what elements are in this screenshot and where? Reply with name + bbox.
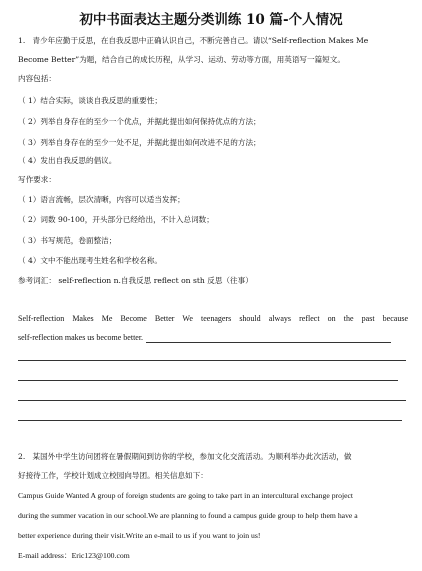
answer-line [18, 380, 398, 381]
q1-content-item: （ 3）列举自身存在的至少一处不足，并据此提出如何改进不足的方法； [18, 138, 261, 147]
answer-line [18, 420, 402, 421]
answer-line [18, 400, 406, 401]
q1-requirement-item: （ 3）书写规范，卷面整洁； [18, 236, 117, 245]
q1-opening-line-2 [18, 333, 408, 343]
q2-notice-line-3: better experience during their visit.Write an e-mail to us if you want to join us! [18, 531, 261, 540]
q2-prompt-line-1 [18, 452, 408, 462]
q1-prompt-text: 青少年应勤于反思，在自我反思中正确认识自己，不断完善自己。请以“Self-reflection Makes Me [32, 36, 369, 45]
q2-number: 2. [18, 452, 26, 461]
q1-content-item: （ 2）列举自身存在的至少一个优点，并据此提出如何保持优点的方法； [18, 117, 261, 126]
q2-email-address: E-mail address：Eric123@100.com [18, 551, 130, 560]
q1-content-heading: 内容包括： [18, 74, 56, 83]
q1-number: 1. [18, 36, 26, 45]
q1-requirements-heading: 写作要求： [18, 175, 56, 184]
q1-requirement-item: （ 1）语言流畅，层次清晰，内容可以适当发挥； [18, 195, 185, 204]
q2-notice-line-1: Campus Guide Wanted A group of foreign students are going to take part in an intercultural exchange project [18, 491, 354, 500]
q1-requirement-item: （ 2）词数 90-100，开头部分已经给出，不计入总词数； [18, 215, 214, 224]
answer-blank [146, 334, 391, 343]
page-title: 初中书面表达主题分类训练 10 篇-个人情况 [79, 12, 343, 28]
q1-content-item: （ 1）结合实际，谈谈自我反思的重要性； [18, 96, 162, 105]
q1-requirement-item: （ 4）文中不能出现考生姓名和学校名称。 [18, 256, 162, 265]
q1-opening-line-1: Self-reflection Makes Me Become Better We teenagers should always reflect on the past because [18, 314, 408, 323]
q1-prompt-line-2: Become Better”为题，结合自己的成长历程，从学习、运动、劳动等方面，用英语写一篇短文。 [18, 55, 345, 64]
q1-prompt-line-1 [18, 36, 408, 46]
q2-notice-line-2: during the summer vacation in our school.We are planning to found a campus guide group to help them have a [18, 511, 358, 520]
q2-prompt-line-2: 好接待工作，学校计划成立校园向导团。相关信息如下： [18, 471, 208, 480]
q1-content-item: （ 4）发出自我反思的倡议。 [18, 156, 117, 165]
q1-opening-text: self-reflection makes us become better. [18, 333, 144, 342]
q1-vocab-reference: 参考词汇： self-reflection n.自我反思 reflect on sth 反思（往事） [18, 276, 253, 285]
answer-line [18, 360, 406, 361]
q2-prompt-text: 某国外中学生访问团将在暑假期间到访你的学校，参加文化交流活动。为顺利举办此次活动，做 [32, 452, 352, 461]
